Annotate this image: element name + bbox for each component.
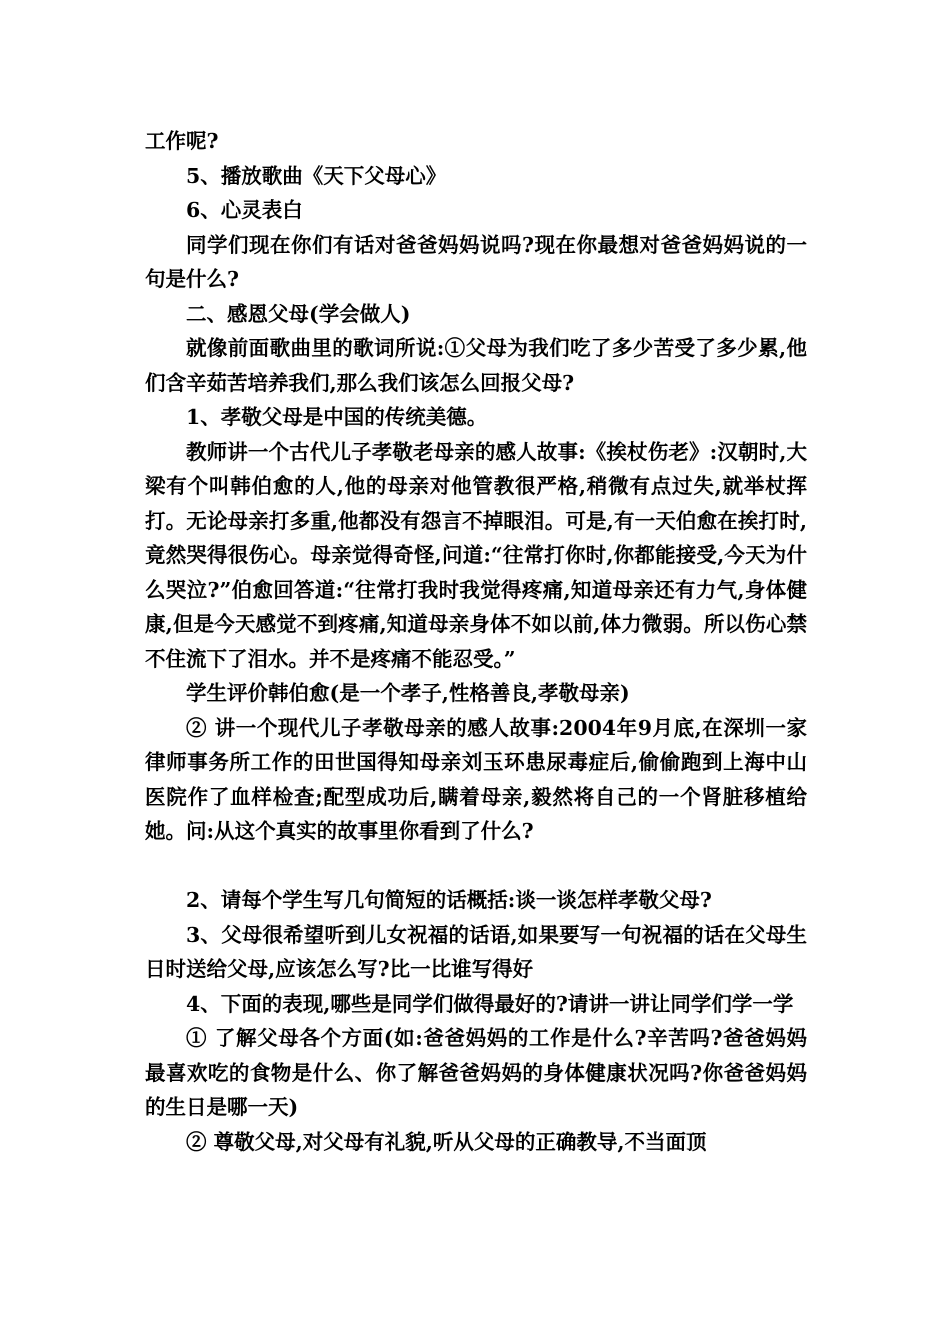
- paragraph-song-lyrics: 就像前面歌曲里的歌词所说:①父母为我们吃了多少苦受了多少累,他们含辛茹苦培养我们,那么我们该怎么回报父母?: [145, 336, 807, 395]
- paragraph-ancient-story: 教师讲一个古代儿子孝敬老母亲的感人故事:《挨杖伤老》:汉朝时,大梁有个叫韩伯愈的人,他的母亲对他管教很严格,稍微有点过失,就举杖挥打。无论母亲打多重,他都没有怨言不掉眼泪。可是,有一天伯愈在挨打时,竟然哭得很伤心。母亲觉得奇怪,问道:“往常打你时,你都能接受,今天为什么哭泣?”伯愈回答道:“往常打我时我觉得疼痛,知道母亲还有力气,身体健康,但是今天感觉不到疼痛,知道母亲身体不如以前,体力微弱。所以伤心禁不住流下了泪水。并不是疼痛不能忍受。”: [145, 439, 807, 671]
- list-item-respect-parents: ② 尊敬父母,对父母有礼貌,听从父母的正确教导,不当面顶: [186, 1129, 707, 1154]
- paragraph-best-behaviors: 4、下面的表现,哪些是同学们做得最好的?请讲一讲让同学们学一学: [186, 991, 794, 1016]
- document-body: [145, 124, 807, 1159]
- paragraph-modern-story: ② 讲一个现代儿子孝敬母亲的感人故事:2004年9月底,在深圳一家律师事务所工作的田世国得知母亲刘玉环患尿毒症后,偷偷跑到上海中山医院作了血样检查;配型成功后,瞒着母亲,毅然将自己的一个肾脏移植给她。问:从这个真实的故事里你看到了什么?: [145, 715, 807, 843]
- paragraph-summarize-filial: 2、请每个学生写几句简短的话概括:谈一谈怎样孝敬父母?: [186, 888, 712, 912]
- paragraph-talk-to-parents: 同学们现在你们有话对爸爸妈妈说吗?现在你最想对爸爸妈妈说的一句是什么?: [145, 232, 807, 291]
- list-item-understand-parents: ① 了解父母各个方面(如:爸爸妈妈的工作是什么?辛苦吗?爸爸妈妈最喜欢吃的食物是什么、你了解爸爸妈妈的身体健康状况吗?你爸爸妈妈的生日是哪一天): [145, 1026, 807, 1119]
- paragraph-filial-tradition: 1、孝敬父母是中国的传统美德。: [186, 405, 488, 429]
- paragraph-birthday-wish: 3、父母很希望听到儿女祝福的话语,如果要写一句祝福的话在父母生日时送给父母,应该怎么写?比一比谁写得好: [145, 922, 807, 981]
- paragraph-student-evaluation: 学生评价韩伯愈(是一个孝子,性格善良,孝敬母亲): [186, 681, 630, 705]
- section-heading-gratitude: 二、感恩父母(学会做人): [186, 301, 411, 326]
- paragraph-heart-confession: 6、心灵表白: [186, 198, 303, 222]
- blank-line: [145, 849, 807, 884]
- paragraph-play-song: 5、播放歌曲《天下父母心》: [186, 163, 447, 188]
- paragraph-work-question: 工作呢?: [145, 129, 219, 153]
